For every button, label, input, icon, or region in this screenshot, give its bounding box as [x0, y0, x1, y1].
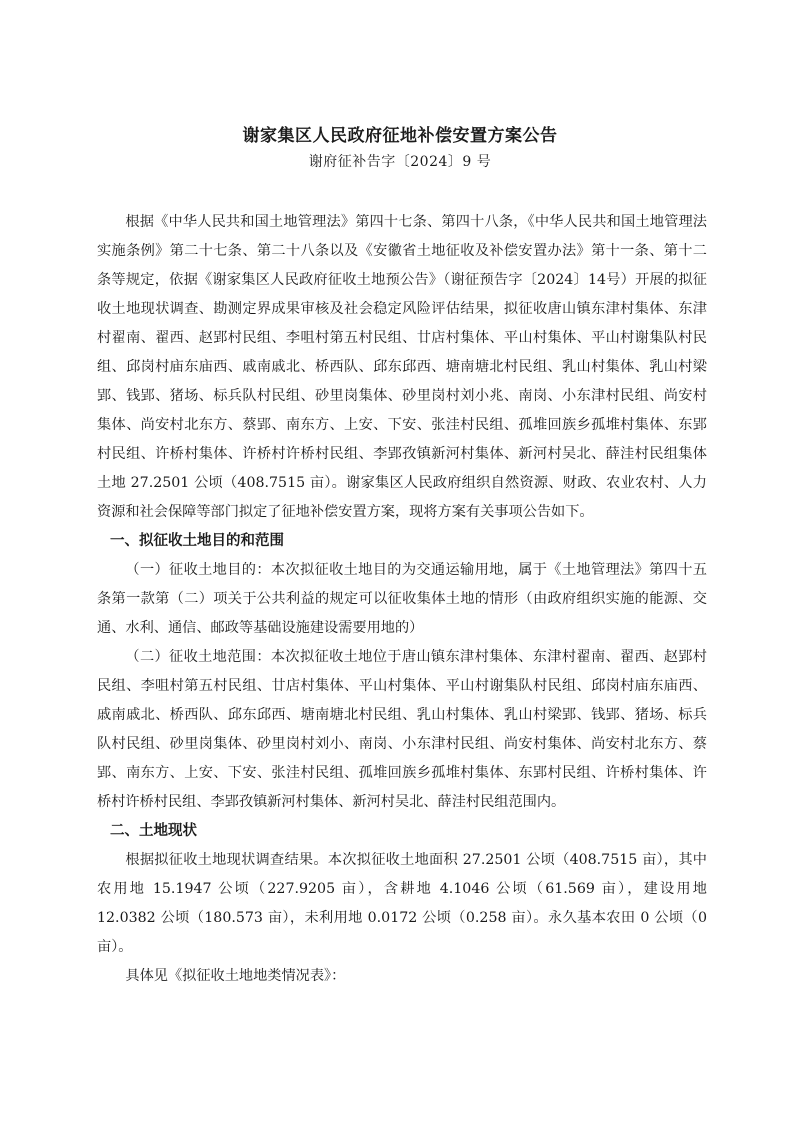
document-body [97, 208, 707, 991]
scope-paragraph: （二）征收土地范围：本次拟征收土地位于唐山镇东津村集体、东津村翟南、翟西、赵郢村民组、李咀村第五村民组、廿店村集体、平山村集体、平山村谢集队村民组、邱岗村庙东庙西、戚南戚北、桥西队、邱东邱西、塘南塘北村民组、乳山村集体、乳山村梁郢、钱郢、猪场、标兵队村民组、砂里岗集体、砂里岗村刘小、南岗、小东津村民组、尚安村集体、尚安村北东方、蔡郢、南东方、上安、下安、张洼村民组、孤堆回族乡孤堆村集体、东郢村民组、许桥村集体、许桥村许桥村民组、李郢孜镇新河村集体、新河村吴北、薛洼村民组范围内。 [97, 649, 707, 810]
purpose-paragraph: （一）征收土地目的：本次拟征收土地目的为交通运输用地，属于《土地管理法》第四十五条第一款第（二）项关于公共利益的规定可以征收集体土地的情形（由政府组织实施的能源、交通、水利、通信、邮政等基础设施建设需要用地的） [97, 562, 707, 636]
document-title: 谢家集区人民政府征地补偿安置方案公告 [242, 126, 558, 146]
land-status-paragraph: 根据拟征收土地现状调查结果。本次拟征收土地面积 27.2501 公顷（408.7515 亩），其中农用地 15.1947 公顷（227.9205 亩），含耕地 4.1046 公顷（61.569 亩），建设用地 12.0382 公顷（180.573 亩），未利用地 0.0172 公顷（0.258 亩）。永久基本农田 0 公顷（0 亩）。 [97, 852, 707, 955]
section-heading-purpose-scope: 一、拟征收土地目的和范围 [110, 533, 285, 549]
section-heading-land-status: 二、土地现状 [110, 823, 198, 839]
intro-paragraph: 根据《中华人民共和国土地管理法》第四十七条、第四十八条，《中华人民共和国土地管理法实施条例》第二十七条、第二十八条以及《安徽省土地征收及补偿安置办法》第十一条、第十二条等规定，依据《谢家集区人民政府征收土地预公告》（谢征预告字〔2024〕14号）开展的拟征收土地现状调查、勘测定界成果审核及社会稳定风险评估结果，拟征收唐山镇东津村集体、东津村翟南、翟西、赵郢村民组、李咀村第五村民组、廿店村集体、平山村集体、平山村谢集队村民组、邱岗村庙东庙西、戚南戚北、桥西队、邱东邱西、塘南塘北村民组、乳山村集体、乳山村梁郢、钱郢、猪场、标兵队村民组、砂里岗集体、砂里岗村刘小兆、南岗、小东津村民组、尚安村集体、尚安村北东方、蔡郢、南东方、上安、下安、张洼村民组、孤堆回族乡孤堆村集体、东郢村民组、许桥村集体、许桥村许桥村民组、李郢孜镇新河村集体、新河村吴北、薛洼村民组集体土地 27.2501 公顷（408.7515 亩）。谢家集区人民政府组织自然资源、财政、农业农村、人力资源和社会保障等部门拟定了征地补偿安置方案，现将方案有关事项公告如下。 [97, 214, 707, 520]
document-number: 谢府征补告字〔2024〕9 号 [308, 154, 492, 170]
land-type-table-reference: 具体见《拟征收土地地类情况表》： [125, 968, 346, 984]
